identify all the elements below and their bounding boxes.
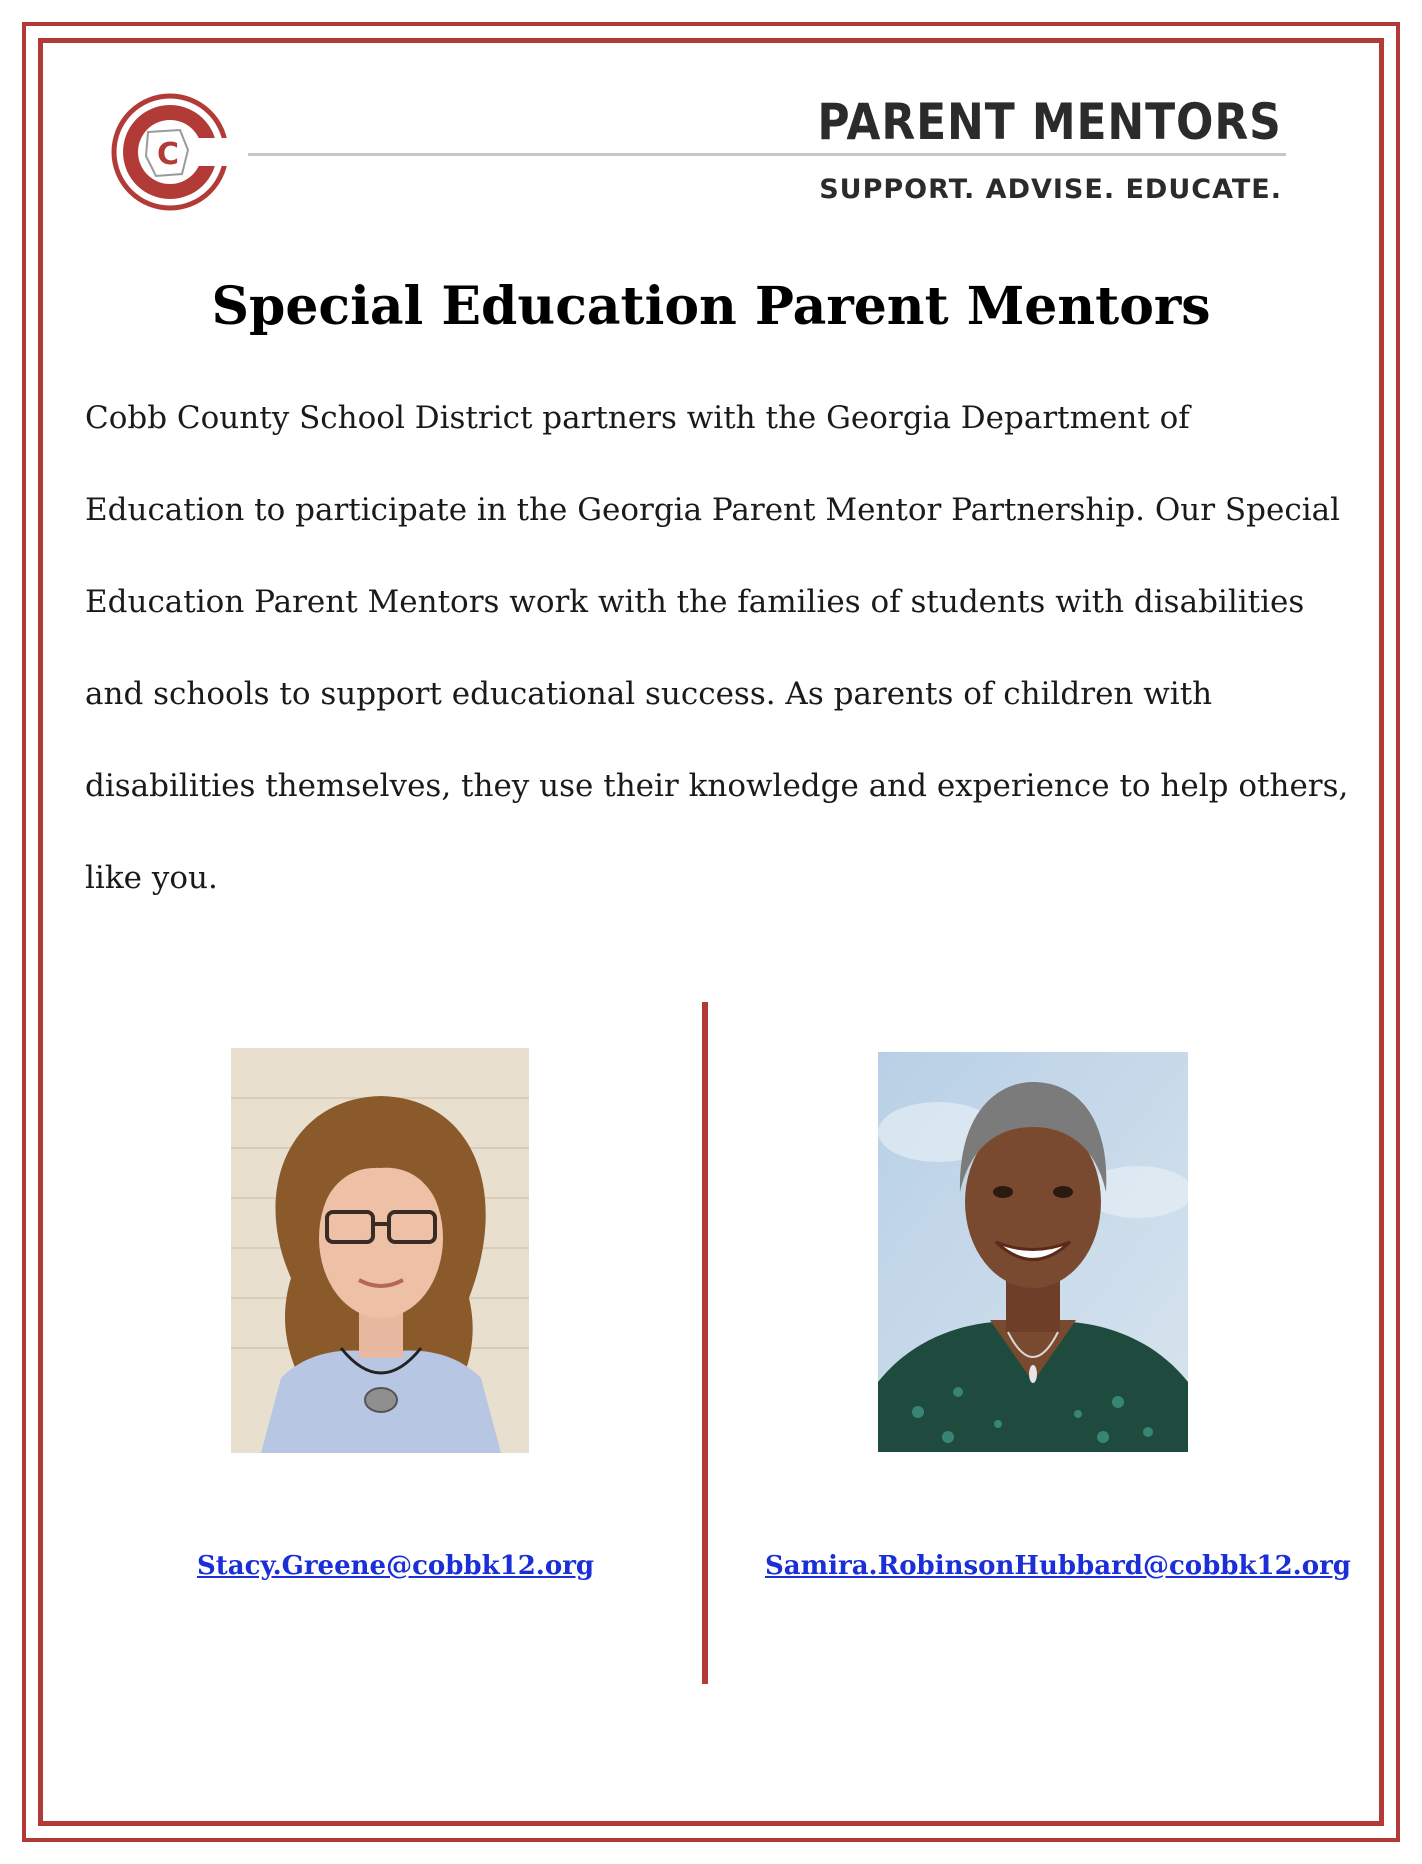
mentor-photo-left [231, 1048, 529, 1453]
district-logo [110, 92, 230, 212]
mentor-email-right[interactable]: Samira.RobinsonHubbard@cobbk12.org [765, 1551, 1351, 1581]
mentor-email-left[interactable]: Stacy.Greene@cobbk12.org [197, 1551, 595, 1581]
brand-tagline: SUPPORT. ADVISE. EDUCATE. [819, 174, 1282, 205]
logo-letter: C [156, 137, 180, 172]
brand-title: PARENT MENTORS [817, 93, 1282, 151]
page-title: Special Education Parent Mentors [211, 276, 1211, 337]
intro-paragraph: Cobb County School District partners with the Georgia Department of Education to participate in the Georgia Parent Mentor Partnership. Our Special Education Parent Mentors work with the families of students with disabilities and schools to support educational success. As parents of children with disabilities themselves, they use their knowledge and experience to help others, like you. [85, 400, 1349, 896]
mentor-photo-right [878, 1052, 1188, 1452]
column-divider [702, 1002, 708, 1684]
header-divider [248, 153, 1286, 156]
